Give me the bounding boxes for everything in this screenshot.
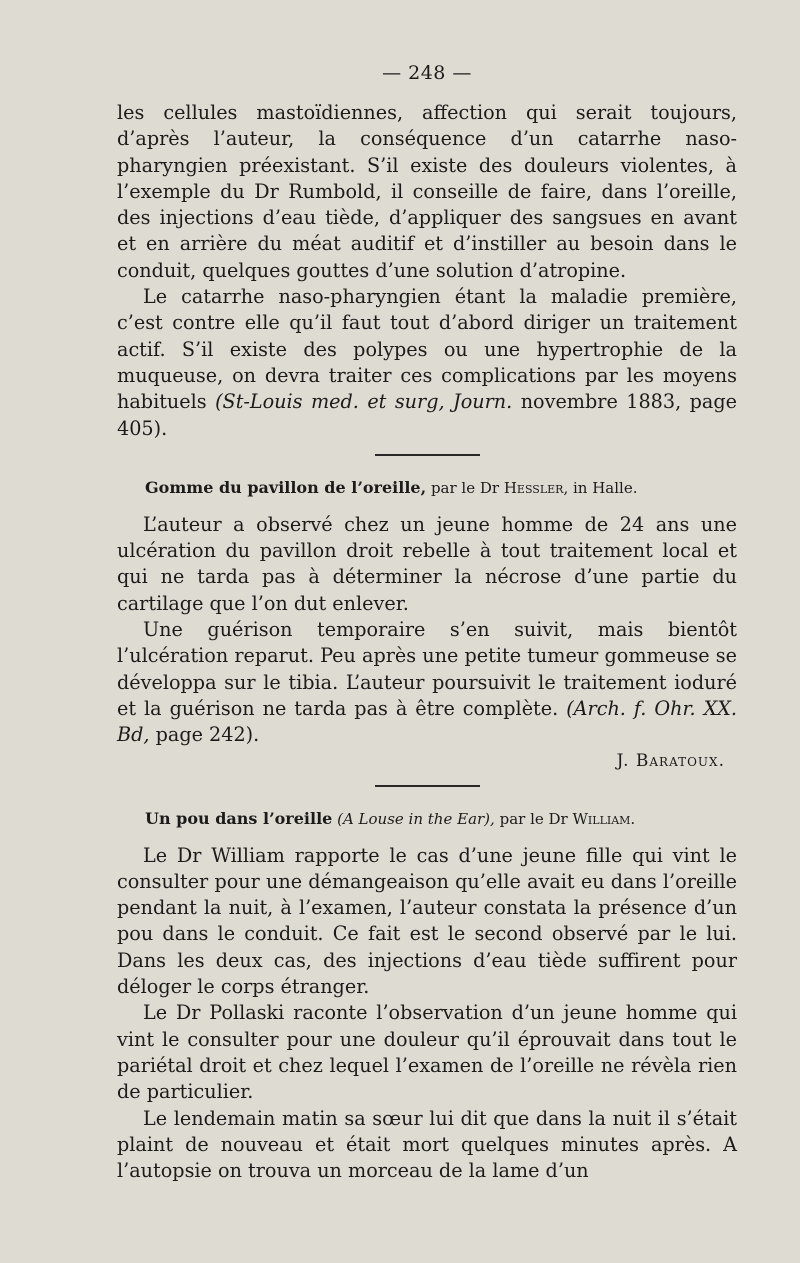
signature: J. Baratoux. <box>616 750 725 771</box>
author-name: Hessler, <box>503 478 569 497</box>
page-number: — 248 — <box>382 62 472 84</box>
paragraph-text-end: novembre 1883, page 405). <box>117 390 737 440</box>
paragraph-william: Le Dr William rapporte le cas d’une jeune fille qui vint le consulter pour une démangeaison qu’elle avait eu dans l’oreille pendant la nuit, à l’examen, l’auteur constata la présence d’un pou dans le conduit. Ce fait est le second observé par le lui. Dans les deux cas, des injections d’eau tiède suffirent pour déloger le corps étranger. <box>117 843 737 999</box>
paragraph-guerison <box>117 617 737 748</box>
citation: (Arch. f. Ohr. XX. Bd, <box>117 696 737 747</box>
citation: (St-Louis med. et surg, Journ. <box>215 390 513 414</box>
article-heading-pou <box>145 809 737 829</box>
paragraph-text: Le catarrhe naso-pharyngien étant la maladie première, c’est contre elle qu’il faut tout d’abord diriger un traitement actif. S’il existe des polypes ou une hypertrophie de la muqueuse, on devra traiter ces complications par les moyens habituels <box>117 285 737 414</box>
section-divider <box>375 785 480 787</box>
author-location: in Halle. <box>573 478 638 497</box>
paragraph-catarrh <box>117 284 737 442</box>
article-heading-gomme <box>145 478 737 498</box>
paragraph-autopsie: Le lendemain matin sa sœur lui dit que dans la nuit il s’était plaint de nouveau et était mort quelques minutes après. A l’autopsie on trouva un morceau de la lame d’un <box>117 1106 737 1183</box>
article-subtitle: (A Louse in the Ear), <box>337 809 495 828</box>
article-title: Gomme du pavillon de l’oreille, <box>145 477 427 497</box>
article-title: Un pou dans l’oreille <box>145 808 333 828</box>
paragraph-text: Une guérison temporaire s’en suivit, mais bientôt l’ulcération reparut. Peu après une petite tumeur gommeuse se développa sur le tibia. L’auteur poursuivit le traitement ioduré et la guérison ne tarda pas à être complète. <box>117 618 737 720</box>
section-divider <box>375 454 480 456</box>
author-name: William. <box>572 809 636 828</box>
byline-prefix: par le Dr <box>499 809 568 828</box>
paragraph-text-end: page 242). <box>155 723 260 747</box>
paragraph-mastoid: les cellules mastoïdiennes, affection qui serait toujours, d’après l’auteur, la conséquence d’un catarrhe naso-pharyngien préexistant. S’il existe des douleurs violentes, à l’exemple du Dr Rumbold, il conseille de faire, dans l’oreille, des injections d’eau tiède, d’appliquer des sangsues en avant et en arrière du méat auditif et d’instiller au besoin dans le conduit, quelques gouttes d’une solution d’atropine. <box>117 101 737 282</box>
paragraph-pollaski: Le Dr Pollaski raconte l’observation d’un jeune homme qui vint le consulter pour une douleur qu’il éprouvait dans tout le pariétal droit et chez lequel l’examen de l’oreille ne révèla rien de particulier. <box>117 1001 737 1104</box>
byline-prefix: par le Dr <box>430 478 500 497</box>
paragraph-ulceration: L’auteur a observé chez un jeune homme de 24 ans une ulcération du pavillon droit rebelle à tout traitement local et qui ne tarda pas à déterminer la nécrose d’une partie du cartilage que l’on dut enlever. <box>117 512 737 615</box>
